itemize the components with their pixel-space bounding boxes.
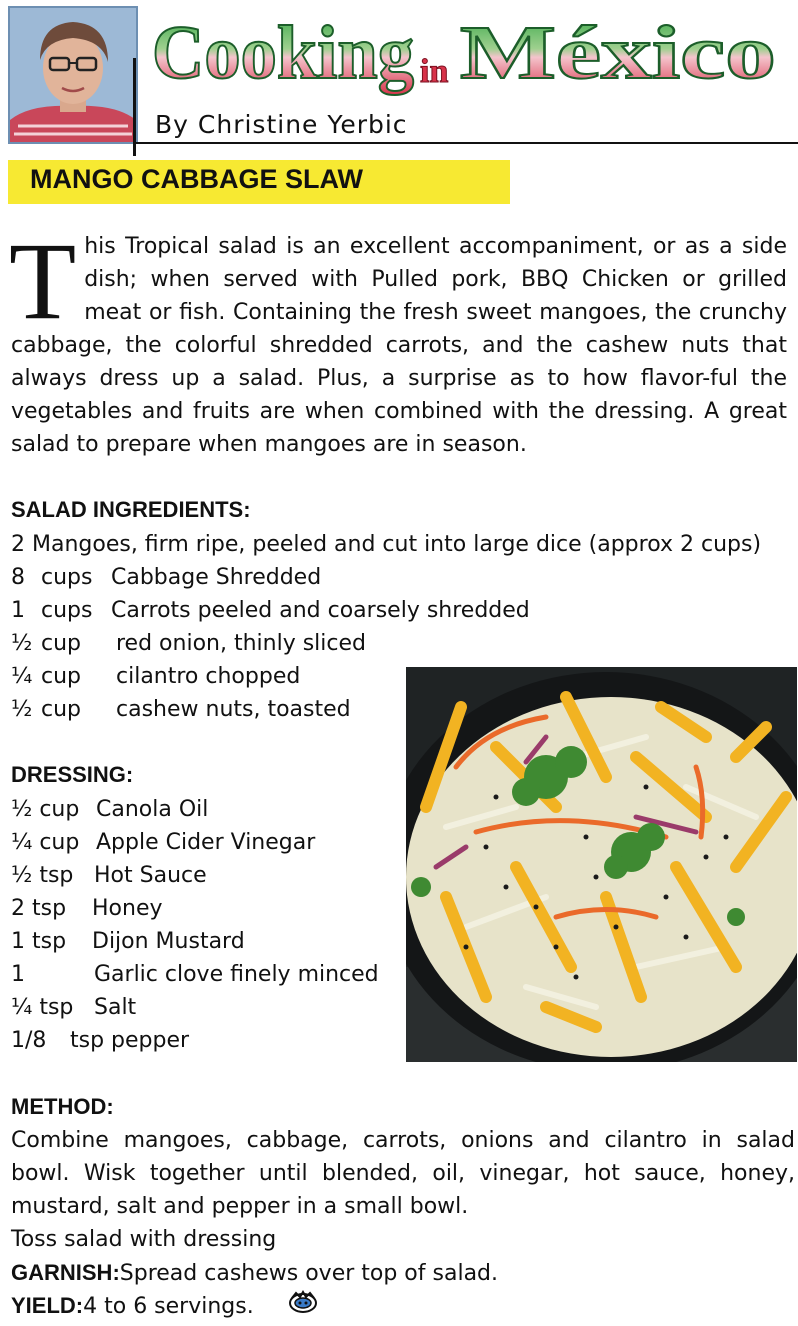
dressing-qty: 1 [11,962,25,987]
ingredient-qty: ½ [11,697,33,722]
dressing-qty: 1 tsp [11,929,67,954]
ingredient-unit: cup [41,697,82,722]
ingredient-unit: cups [41,598,93,623]
ingredient-name: Cabbage Shredded [111,565,322,590]
logo-word-in: in [420,53,449,90]
method-text: Combine mangoes, cabbage, carrots, onions and cilantro in salad bowl. Wisk together until blended, oil, vinegar, hot sauce, honey, mustard, salt and pepper in a small bowl. [11,1128,795,1219]
dressing-heading: DRESSING: [11,762,134,787]
garnish-line [11,1256,498,1290]
ingredient-name: Carrots peeled and coarsely shredded [111,598,530,623]
dressing-item: tsp pepper [70,1028,190,1053]
salad-bowl-image [406,667,797,1062]
garnish-text: Spread cashews over top of salad. [119,1261,499,1286]
header-divider-horizontal [136,142,798,144]
yield-line [11,1289,254,1323]
dressing-qty: ¼ tsp [11,995,74,1020]
ingredient-unit: cup [41,664,82,689]
method-heading: METHOD: [11,1094,114,1119]
method-toss-line: Toss salad with dressing [11,1227,277,1252]
recipe-title: MANGO CABBAGE SLAW [30,164,363,194]
ingredient-qty: 8 [11,565,25,590]
logo-word-mexico: México [460,11,776,95]
intro-text: his Tropical salad is an excellent accompaniment, or as a side dish; when served with Pulled pork, BBQ Chicken or grilled meat or fish. Containing the fresh sweet mangoes, the crunchy cabbage, the colorful shredded carrots, and the cashew nuts that always dress up a salad. Plus, a surprise as to how flavor-ful the vegetables and fruits are when combined with the dressing. A great salad to prepare when mangoes are in season. [11,234,787,457]
ingredient-name: cashew nuts, toasted [116,697,351,722]
yield-text: 4 to 6 servings. [83,1294,254,1319]
cooking-in-mexico-logo [148,6,788,98]
end-mark-icon [288,1290,318,1314]
ingredient-name: cilantro chopped [116,664,301,689]
dressing-qty: 2 tsp [11,896,67,921]
garnish-label: GARNISH: [11,1260,120,1285]
mango-slaw-photo [406,667,797,1062]
salad-ingredients-heading: SALAD INGREDIENTS: [11,497,251,522]
yield-label: YIELD: [11,1293,84,1318]
dressing-qty: ¼ cup [11,830,80,855]
ingredient-name: red onion, thinly sliced [116,631,366,656]
author-portrait-image [10,8,136,142]
dressing-item: Salt [94,995,137,1020]
dressing-item: Apple Cider Vinegar [96,830,316,855]
dressing-item: Dijon Mustard [92,929,245,954]
ingredient-unit: cups [41,565,93,590]
dressing-qty: ½ tsp [11,863,74,888]
drop-cap: T [9,220,77,342]
ingredient-first-line: 2 Mangoes, firm ripe, peeled and cut into large dice (approx 2 cups) [11,532,762,557]
author-photo [8,6,138,144]
byline: By Christine Yerbic [155,110,408,139]
dressing-qty: ½ cup [11,797,80,822]
dressing-item: Canola Oil [96,797,209,822]
dressing-item: Honey [92,896,163,921]
ingredient-qty: ¼ [11,664,33,689]
ingredient-qty: 1 [11,598,25,623]
dressing-item: Hot Sauce [94,863,207,888]
ingredient-qty: ½ [11,631,33,656]
logo-word-cooking: Cooking [152,11,414,95]
intro-paragraph [9,220,787,461]
ingredient-unit: cup [41,631,82,656]
dressing-qty: 1/8 [11,1028,47,1053]
dressing-item: Garlic clove finely minced [94,962,379,987]
